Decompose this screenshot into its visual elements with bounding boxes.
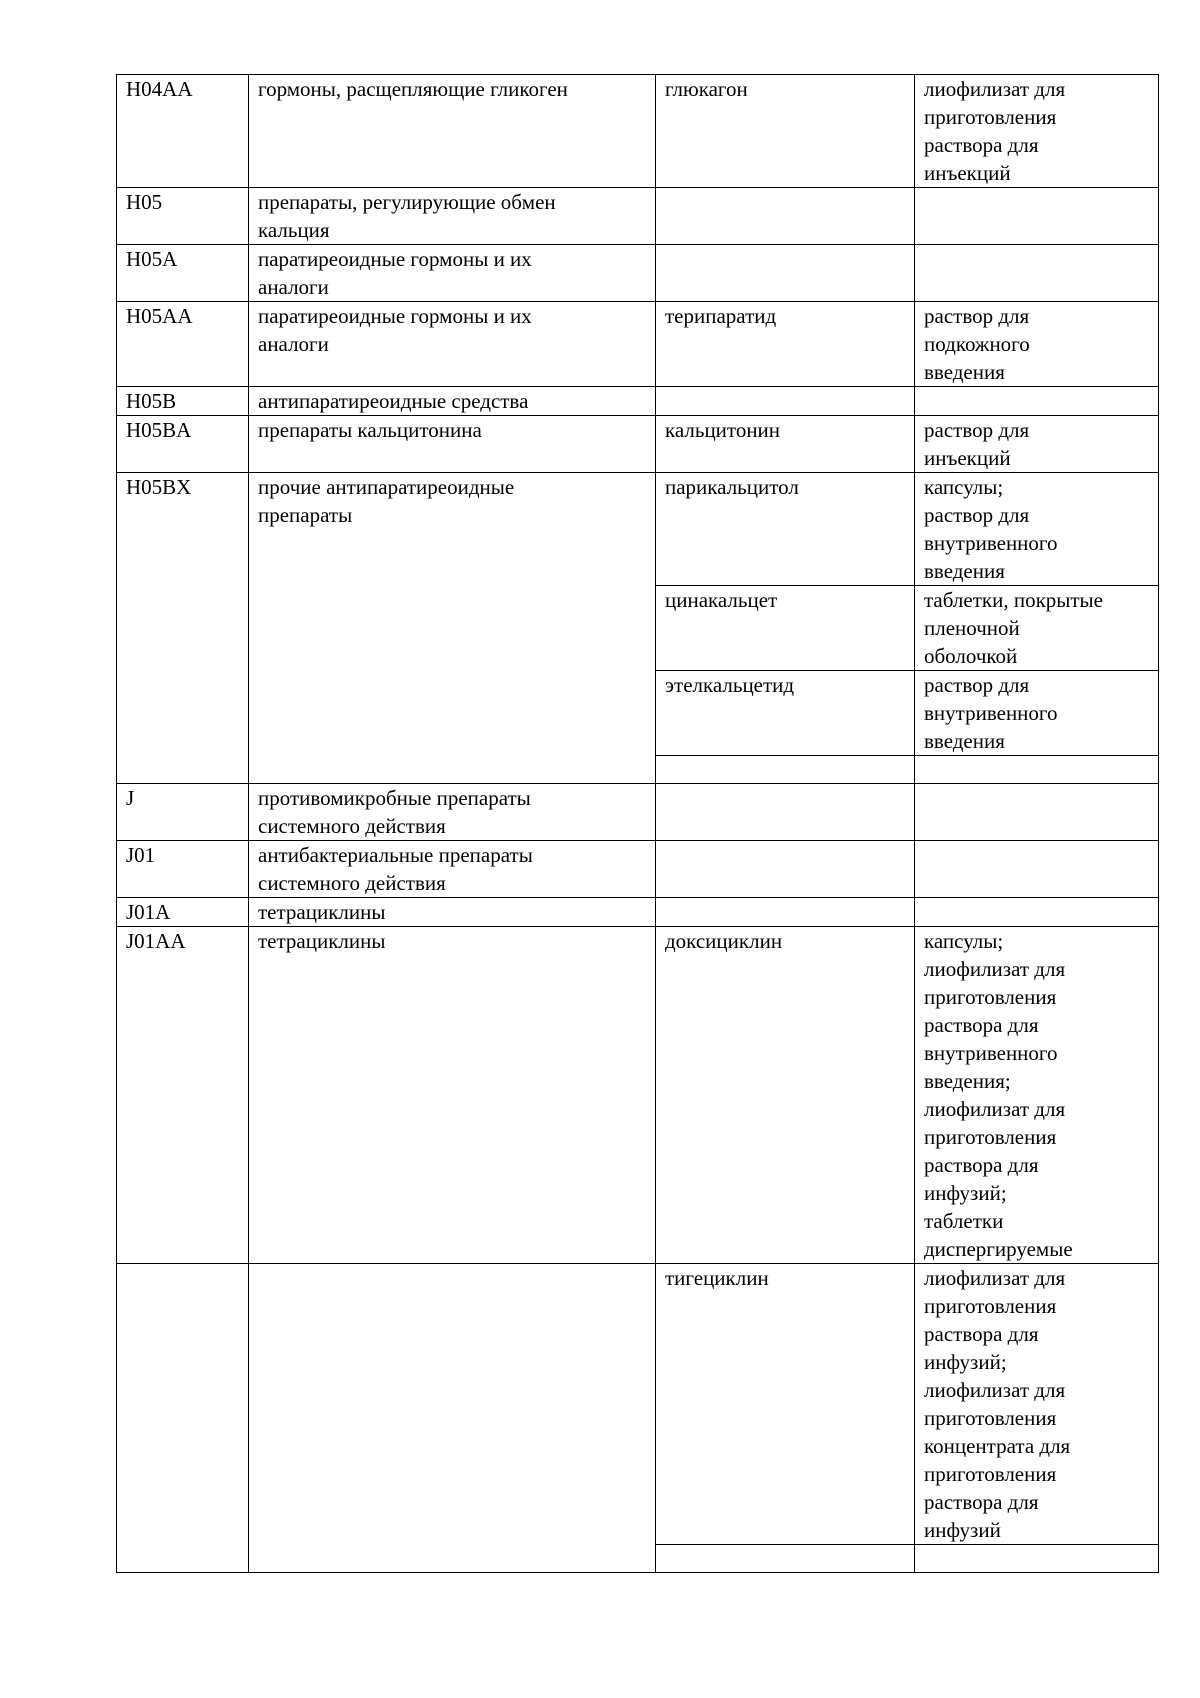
- atc-code: H05A: [117, 245, 249, 302]
- atc-code: J: [117, 784, 249, 841]
- table-row: [117, 245, 1159, 302]
- atc-code: H05B: [117, 387, 249, 416]
- group-name: препараты кальцитонина: [249, 416, 656, 473]
- drug-name: цинакальцет: [656, 586, 915, 671]
- table-row: [117, 416, 1159, 473]
- dosage-form: раствор для инъекций: [915, 416, 1159, 473]
- group-name: противомикробные препараты системного действия: [249, 784, 656, 841]
- group-name: гормоны, расщепляющие гликоген: [249, 75, 656, 188]
- drug-name: глюкагон: [656, 75, 915, 188]
- dosage-form: [915, 784, 1159, 841]
- dosage-form: [915, 188, 1159, 245]
- table-row: [117, 841, 1159, 898]
- table-row: [117, 473, 1159, 586]
- drug-name: [656, 784, 915, 841]
- drug-name-empty: [656, 756, 915, 784]
- table-row: [117, 75, 1159, 188]
- atc-code: H05AA: [117, 302, 249, 387]
- group-name: тетрациклины: [249, 927, 656, 1264]
- atc-code: J01A: [117, 898, 249, 927]
- drug-name: терипаратид: [656, 302, 915, 387]
- dosage-form: [915, 387, 1159, 416]
- drug-name: [656, 898, 915, 927]
- group-name: прочие антипаратиреоидные препараты: [249, 473, 656, 784]
- drug-name: доксициклин: [656, 927, 915, 1264]
- atc-code: H05BX: [117, 473, 249, 784]
- table-row: [117, 927, 1159, 1264]
- table-row: [117, 302, 1159, 387]
- table-row: [117, 1264, 1159, 1545]
- drug-name: кальцитонин: [656, 416, 915, 473]
- drug-name: этелкальцетид: [656, 671, 915, 756]
- drug-name: [656, 188, 915, 245]
- dosage-form: раствор для подкожного введения: [915, 302, 1159, 387]
- dosage-form: капсулы; лиофилизат для приготовления раствора для внутривенного введения; лиофилизат для приготовления раствора для инфузий; таблетки диспергируемые: [915, 927, 1159, 1264]
- drug-name-empty: [656, 1545, 915, 1573]
- group-name: препараты, регулирующие обмен кальция: [249, 188, 656, 245]
- dosage-form: капсулы; раствор для внутривенного введения: [915, 473, 1159, 586]
- medication-table: [116, 74, 1159, 1573]
- table-row: [117, 784, 1159, 841]
- group-name: антибактериальные препараты системного действия: [249, 841, 656, 898]
- dosage-form: лиофилизат для приготовления раствора для инфузий; лиофилизат для приготовления концентрата для приготовления раствора для инфузий: [915, 1264, 1159, 1545]
- group-name: антипаратиреоидные средства: [249, 387, 656, 416]
- table-row: [117, 898, 1159, 927]
- group-name: паратиреоидные гормоны и их аналоги: [249, 302, 656, 387]
- atc-code: J01: [117, 841, 249, 898]
- atc-code: H04AA: [117, 75, 249, 188]
- dosage-form: лиофилизат для приготовления раствора для инъекций: [915, 75, 1159, 188]
- group-name: паратиреоидные гормоны и их аналоги: [249, 245, 656, 302]
- group-name: [249, 1264, 656, 1573]
- dosage-form: раствор для внутривенного введения: [915, 671, 1159, 756]
- atc-code: H05: [117, 188, 249, 245]
- drug-name: парикальцитол: [656, 473, 915, 586]
- dosage-form-empty: [915, 756, 1159, 784]
- atc-code: H05BA: [117, 416, 249, 473]
- dosage-form: [915, 898, 1159, 927]
- drug-name: [656, 387, 915, 416]
- table-row: [117, 387, 1159, 416]
- atc-code: [117, 1264, 249, 1573]
- drug-name: [656, 245, 915, 302]
- dosage-form: [915, 245, 1159, 302]
- dosage-form: таблетки, покрытые пленочной оболочкой: [915, 586, 1159, 671]
- dosage-form-empty: [915, 1545, 1159, 1573]
- drug-name: [656, 841, 915, 898]
- drug-name: тигециклин: [656, 1264, 915, 1545]
- table-row: [117, 188, 1159, 245]
- atc-code: J01AA: [117, 927, 249, 1264]
- dosage-form: [915, 841, 1159, 898]
- group-name: тетрациклины: [249, 898, 656, 927]
